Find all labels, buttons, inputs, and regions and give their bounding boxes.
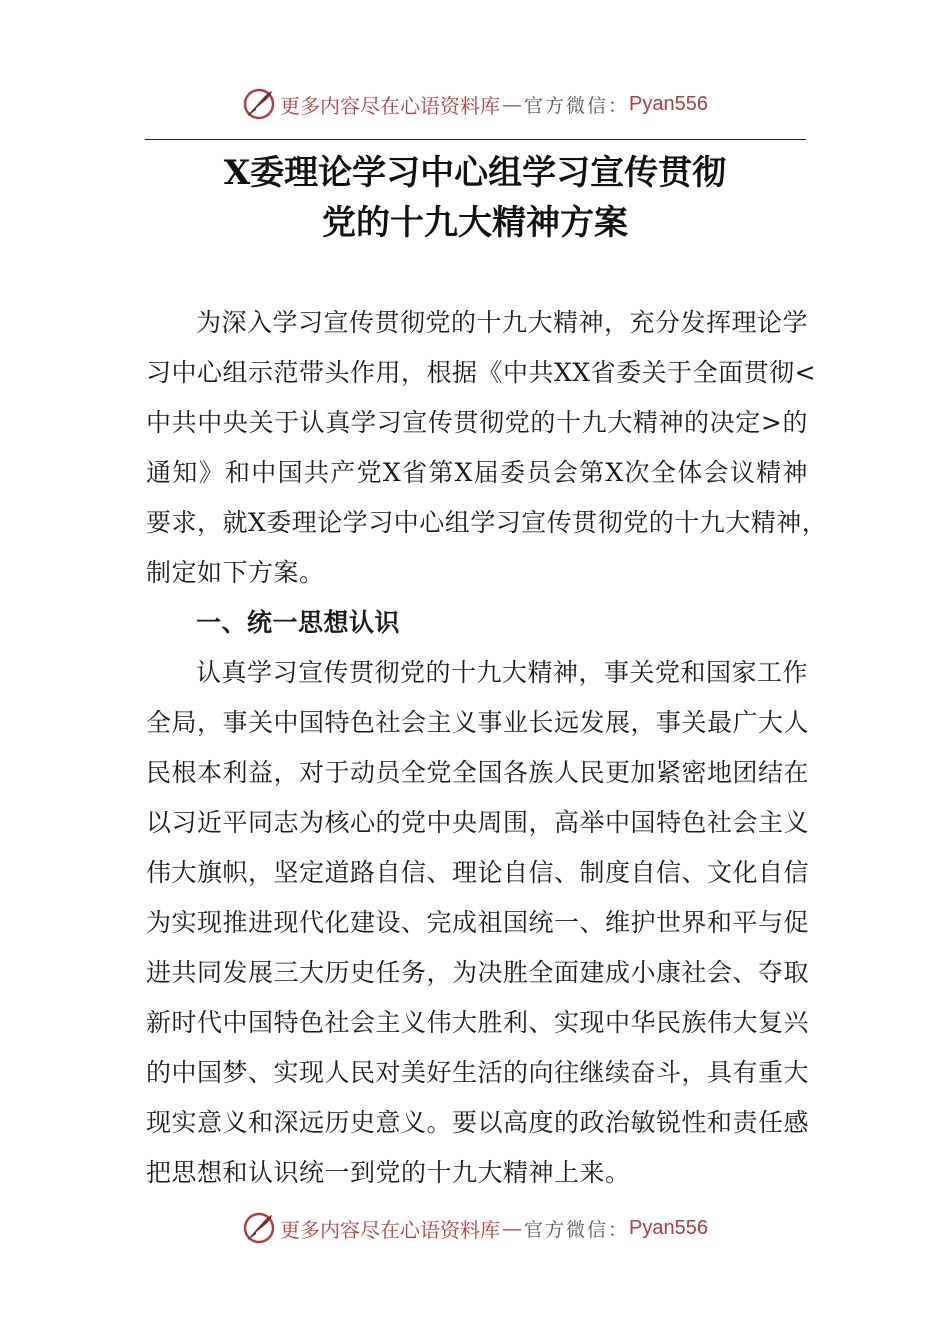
- paragraph-line: 伟大旗帜，坚定道路自信、理论自信、制度自信、文化自信: [146, 858, 810, 887]
- watermark-text: 更多内容尽在心语资料库: [280, 93, 500, 118]
- paragraph-line: 通知》和中国共产党X省第X届委员会第X次全体会议精神: [146, 458, 808, 487]
- quill-logo-icon: [242, 87, 276, 121]
- quill-logo-icon: [242, 1211, 276, 1245]
- watermark-wechat-id: Pyan556: [629, 92, 708, 115]
- document-title-line-1: X委理论学习中心组学习宣传贯彻: [223, 153, 727, 193]
- watermark-text: 更多内容尽在心语资料库: [280, 1217, 500, 1242]
- paragraph-line: 把思想和认识统一到党的十九大精神上来。: [146, 1158, 631, 1187]
- paragraph-line: 现实意义和深远历史意义。要以高度的政治敏锐性和责任感: [146, 1108, 810, 1137]
- header-rule: [145, 139, 806, 140]
- watermark-wechat-id: Pyan556: [629, 1216, 708, 1239]
- paragraph-line: 民根本利益，对于动员全党全国各族人民更加紧密地团结在: [146, 758, 810, 787]
- paragraph-line: 为深入学习宣传贯彻党的十九大精神，充分发挥理论学: [196, 308, 809, 337]
- paragraph-line: 制定如下方案。: [146, 558, 325, 587]
- paragraph-line: 以习近平同志为核心的党中央周围，高举中国特色社会主义: [146, 808, 810, 837]
- paragraph-line: 的中国梦、实现人民对美好生活的向往继续奋斗，具有重大: [146, 1058, 810, 1087]
- document-title-line-2: 党的十九大精神方案: [322, 203, 628, 243]
- watermark-banner-bottom: [0, 1206, 950, 1250]
- paragraph-line: 要求，就X委理论学习中心组学习宣传贯彻党的十九大精神，: [146, 508, 828, 537]
- watermark-wechat-label: 官方微信：: [524, 94, 630, 117]
- paragraph-line: 新时代中国特色社会主义伟大胜利、实现中华民族伟大复兴: [146, 1008, 810, 1037]
- watermark-wechat-label: 官方微信：: [524, 1218, 630, 1241]
- paragraph-line: 认真学习宣传贯彻党的十九大精神，事关党和国家工作: [196, 658, 809, 687]
- watermark-dash: —: [502, 92, 522, 116]
- paragraph-line: 全局，事关中国特色社会主义事业长远发展，事关最广大人: [146, 708, 810, 737]
- paragraph-line: 为实现推进现代化建设、完成祖国统一、维护世界和平与促: [146, 908, 810, 937]
- paragraph-line: 进共同发展三大历史任务，为决胜全面建成小康社会、夺取: [146, 958, 810, 987]
- watermark-dash: —: [502, 1216, 522, 1240]
- paragraph-line: 习中心组示范带头作用，根据《中共XX省委关于全面贯彻<: [146, 358, 817, 387]
- paragraph-line: 中共中央关于认真学习宣传贯彻党的十九大精神的决定>的: [146, 408, 808, 437]
- watermark-banner-top: [0, 82, 950, 126]
- section-heading: 一、统一思想认识: [196, 608, 401, 637]
- document-body: [146, 298, 828, 1198]
